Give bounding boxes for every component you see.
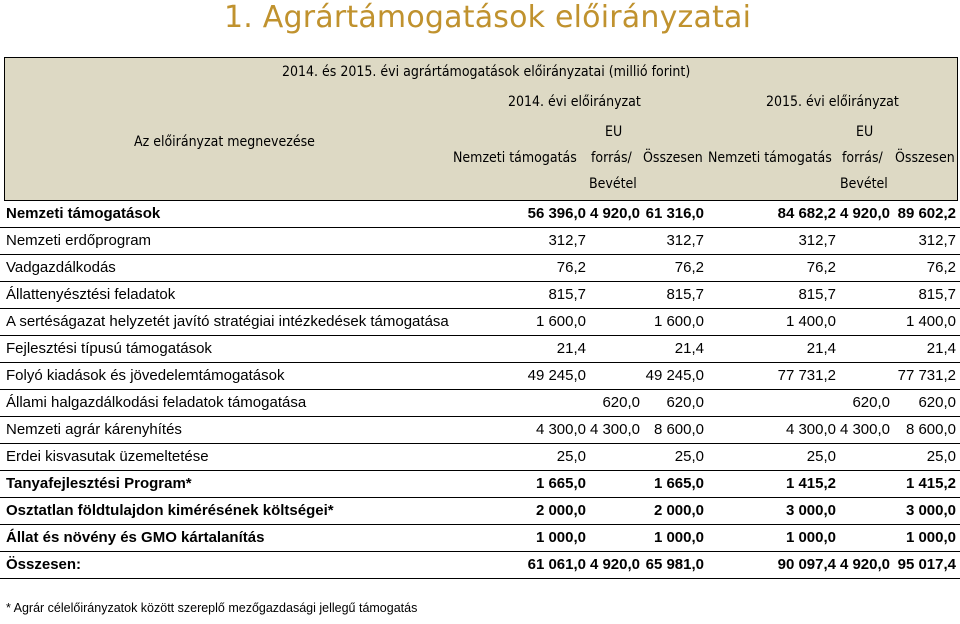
row-value: 2 000,0	[535, 502, 586, 519]
row-value: 312,7	[548, 232, 586, 249]
row-label: Fejlesztési típusú támogatások	[6, 340, 212, 357]
table-row	[0, 363, 960, 390]
table-row	[0, 498, 960, 525]
row-value: 76,2	[556, 259, 586, 276]
row-value: 8 600,0	[905, 421, 956, 438]
row-value: 21,4	[674, 340, 704, 357]
table-row	[0, 525, 960, 552]
row-value: 49 245,0	[645, 367, 704, 384]
row-value: 49 245,0	[527, 367, 586, 384]
row-value: 21,4	[556, 340, 586, 357]
row-value: 25,0	[806, 448, 836, 465]
row-value: 25,0	[556, 448, 586, 465]
row-value: 4 920,0	[589, 556, 640, 573]
table-row	[0, 471, 960, 498]
header-2014-eu-2: forrás/	[591, 150, 632, 166]
row-value: 95 017,4	[897, 556, 956, 573]
row-value: 76,2	[674, 259, 704, 276]
header-2015-osszesen: Összesen	[895, 150, 955, 166]
row-value: 312,7	[666, 232, 704, 249]
row-value: 4 300,0	[589, 421, 640, 438]
row-value: 1 600,0	[535, 313, 586, 330]
table-row	[0, 417, 960, 444]
row-value: 1 000,0	[785, 529, 836, 546]
row-value: 815,7	[798, 286, 836, 303]
row-value: 76,2	[926, 259, 956, 276]
header-2014-eu-1: EU	[605, 124, 623, 140]
row-value: 1 600,0	[653, 313, 704, 330]
row-value: 620,0	[852, 394, 890, 411]
row-label: Nemzeti agrár kárenyhítés	[6, 421, 182, 438]
row-value: 312,7	[918, 232, 956, 249]
row-value: 1 400,0	[785, 313, 836, 330]
header-2014-eu-3: Bevétel	[589, 176, 637, 192]
row-value: 77 731,2	[897, 367, 956, 384]
row-value: 815,7	[918, 286, 956, 303]
footnote: * Agrár célelőirányzatok között szereplő mezőgazdasági jellegű támogatás	[6, 601, 418, 615]
table-row	[0, 201, 960, 228]
row-label: Folyó kiadások és jövedelemtámogatások	[6, 367, 285, 384]
row-value: 25,0	[926, 448, 956, 465]
row-value: 1 665,0	[535, 475, 586, 492]
table-row	[0, 255, 960, 282]
header-2015-nemzeti: Nemzeti támogatás	[708, 150, 832, 166]
row-label: Állami halgazdálkodási feladatok támogatása	[6, 394, 307, 411]
header-2015-eu-1: EU	[856, 124, 874, 140]
row-value: 4 920,0	[589, 205, 640, 222]
table-row	[0, 336, 960, 363]
row-label: Összesen:	[6, 556, 82, 573]
row-value: 815,7	[548, 286, 586, 303]
row-value: 1 000,0	[653, 529, 704, 546]
header-main-title: 2014. és 2015. évi agrártámogatások előirányzatai (millió forint)	[282, 64, 691, 80]
row-value: 620,0	[918, 394, 956, 411]
row-value: 1 665,0	[653, 475, 704, 492]
row-label: Erdei kisvasutak üzemeltetése	[6, 448, 209, 465]
row-value: 1 000,0	[535, 529, 586, 546]
row-value: 620,0	[602, 394, 640, 411]
row-value: 8 600,0	[653, 421, 704, 438]
row-value: 61 061,0	[527, 556, 586, 573]
header-year-2014: 2014. évi előirányzat	[508, 94, 641, 110]
header-2015-eu-3: Bevétel	[840, 176, 888, 192]
table-row	[0, 282, 960, 309]
row-value: 21,4	[806, 340, 836, 357]
table-row	[0, 390, 960, 417]
header-year-2015: 2015. évi előirányzat	[766, 94, 899, 110]
row-value: 56 396,0	[527, 205, 586, 222]
row-value: 65 981,0	[645, 556, 704, 573]
row-value: 76,2	[806, 259, 836, 276]
row-value: 1 415,2	[785, 475, 836, 492]
row-label: Nemzeti erdőprogram	[6, 232, 152, 249]
row-value: 90 097,4	[777, 556, 836, 573]
table-row	[0, 228, 960, 255]
row-value: 3 000,0	[905, 502, 956, 519]
row-value: 4 920,0	[839, 205, 890, 222]
header-2014-nemzeti: Nemzeti támogatás	[453, 150, 577, 166]
row-label: Állat és növény és GMO kártalanítás	[6, 529, 265, 546]
row-value: 77 731,2	[777, 367, 836, 384]
row-value: 4 300,0	[839, 421, 890, 438]
row-value: 620,0	[666, 394, 704, 411]
row-label: Osztatlan földtulajdon kimérésének költségei*	[6, 502, 334, 519]
row-value: 4 300,0	[785, 421, 836, 438]
row-value: 61 316,0	[645, 205, 704, 222]
page-title: 1. Agrártámogatások előirányzatai	[224, 0, 752, 35]
table-row	[0, 552, 960, 579]
row-value: 312,7	[798, 232, 836, 249]
table-row	[0, 444, 960, 471]
row-value: 89 602,2	[897, 205, 956, 222]
row-label: Vadgazdálkodás	[6, 259, 116, 276]
row-label: A sertéságazat helyzetét javító stratégiai intézkedések támogatása	[6, 313, 449, 330]
row-value: 4 920,0	[839, 556, 890, 573]
header-name-column: Az előirányzat megnevezése	[134, 134, 315, 150]
header-2015-eu-2: forrás/	[842, 150, 883, 166]
table-row	[0, 309, 960, 336]
row-value: 25,0	[674, 448, 704, 465]
row-label: Tanyafejlesztési Program*	[6, 475, 192, 492]
row-label: Nemzeti támogatások	[6, 205, 161, 222]
row-value: 3 000,0	[785, 502, 836, 519]
row-label: Állattenyésztési feladatok	[6, 286, 176, 303]
row-value: 2 000,0	[653, 502, 704, 519]
row-value: 1 415,2	[905, 475, 956, 492]
row-value: 84 682,2	[777, 205, 836, 222]
row-value: 1 400,0	[905, 313, 956, 330]
row-value: 4 300,0	[535, 421, 586, 438]
header-2014-osszesen: Összesen	[643, 150, 703, 166]
row-value: 21,4	[926, 340, 956, 357]
row-value: 1 000,0	[905, 529, 956, 546]
row-value: 815,7	[666, 286, 704, 303]
